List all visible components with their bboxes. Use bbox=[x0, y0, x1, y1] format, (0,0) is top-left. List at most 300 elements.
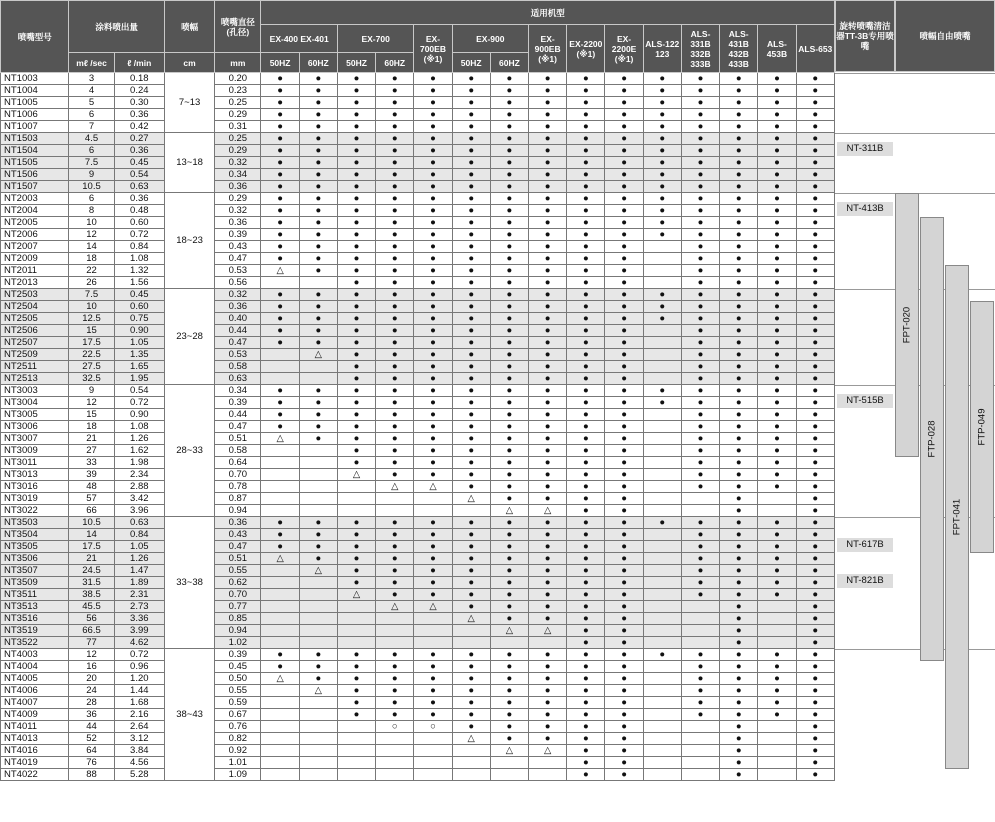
compat-mark: ● bbox=[452, 277, 490, 289]
compat-mark: ● bbox=[681, 445, 719, 457]
width-range: 28~33 bbox=[164, 385, 214, 517]
compat-mark: ● bbox=[414, 565, 452, 577]
compat-mark: ● bbox=[261, 121, 299, 133]
compat-mark: ● bbox=[758, 121, 796, 133]
cell: 4.56 bbox=[114, 757, 164, 769]
compat-mark: ● bbox=[720, 601, 758, 613]
compat-mark: ● bbox=[414, 109, 452, 121]
compat-mark: △ bbox=[414, 601, 452, 613]
cell: 0.31 bbox=[215, 121, 261, 133]
compat-mark: ● bbox=[720, 745, 758, 757]
compat-mark bbox=[758, 613, 796, 625]
width-range: 33~38 bbox=[164, 517, 214, 649]
compat-mark bbox=[299, 493, 337, 505]
compat-mark bbox=[414, 757, 452, 769]
compat-mark: ● bbox=[529, 289, 567, 301]
cell: 17.5 bbox=[69, 541, 114, 553]
rotary-nozzle-label: NT-515B bbox=[837, 394, 893, 408]
compat-mark: ● bbox=[567, 313, 605, 325]
model-sub-0-1: 60HZ bbox=[299, 53, 337, 73]
table-row bbox=[1, 613, 835, 625]
compat-mark bbox=[643, 481, 681, 493]
compat-mark bbox=[643, 613, 681, 625]
table-row bbox=[1, 241, 835, 253]
cell: 0.34 bbox=[215, 169, 261, 181]
compat-mark bbox=[643, 673, 681, 685]
cell: 16 bbox=[69, 661, 114, 673]
cell: 3.96 bbox=[114, 505, 164, 517]
compat-mark: ● bbox=[376, 469, 414, 481]
compat-mark: ● bbox=[261, 193, 299, 205]
compat-mark: ● bbox=[529, 133, 567, 145]
compat-mark: ● bbox=[796, 589, 834, 601]
compat-mark bbox=[337, 493, 375, 505]
compat-mark: ● bbox=[376, 649, 414, 661]
cell: 0.54 bbox=[114, 169, 164, 181]
compat-mark: ● bbox=[452, 409, 490, 421]
compat-mark: ○ bbox=[376, 721, 414, 733]
compat-mark: ● bbox=[567, 565, 605, 577]
compat-mark: ● bbox=[452, 301, 490, 313]
compat-mark: △ bbox=[529, 505, 567, 517]
table-row bbox=[1, 361, 835, 373]
compat-mark: ● bbox=[567, 697, 605, 709]
compat-mark: ● bbox=[643, 517, 681, 529]
model-group-5: EX-2200 (※1) bbox=[567, 25, 605, 73]
cell: 0.24 bbox=[114, 85, 164, 97]
compat-mark: ● bbox=[414, 397, 452, 409]
cell: 0.39 bbox=[215, 649, 261, 661]
compat-mark: ● bbox=[758, 73, 796, 85]
compat-mark: ● bbox=[414, 673, 452, 685]
compat-mark: ● bbox=[337, 433, 375, 445]
cell: 0.44 bbox=[215, 325, 261, 337]
cell: 10.5 bbox=[69, 517, 114, 529]
model-group-8: ALS-331B 332B 333B bbox=[681, 25, 719, 73]
compat-mark: ● bbox=[758, 337, 796, 349]
compat-mark: ● bbox=[681, 481, 719, 493]
cell: 0.87 bbox=[215, 493, 261, 505]
compat-mark bbox=[337, 601, 375, 613]
cell: NT3503 bbox=[1, 517, 69, 529]
compat-mark: ● bbox=[452, 649, 490, 661]
group-divider bbox=[835, 73, 995, 74]
compat-mark: △ bbox=[261, 673, 299, 685]
cell: 3.42 bbox=[114, 493, 164, 505]
compat-mark: △ bbox=[529, 745, 567, 757]
compat-mark bbox=[299, 457, 337, 469]
compat-mark: ● bbox=[337, 265, 375, 277]
compat-mark: ● bbox=[720, 421, 758, 433]
table-row bbox=[1, 421, 835, 433]
compat-mark: ● bbox=[796, 649, 834, 661]
cell: 0.36 bbox=[114, 193, 164, 205]
compat-mark bbox=[643, 505, 681, 517]
cell: 0.45 bbox=[114, 289, 164, 301]
compat-mark: ● bbox=[452, 685, 490, 697]
compat-mark: ● bbox=[414, 517, 452, 529]
compat-mark: ● bbox=[720, 337, 758, 349]
compat-mark: ● bbox=[720, 397, 758, 409]
compat-mark: ● bbox=[490, 349, 528, 361]
cell: 1.01 bbox=[215, 757, 261, 769]
compat-mark bbox=[758, 721, 796, 733]
compat-mark: ● bbox=[758, 301, 796, 313]
compat-mark: ● bbox=[452, 469, 490, 481]
compat-mark: ● bbox=[376, 445, 414, 457]
cell: NT1507 bbox=[1, 181, 69, 193]
cell: NT4019 bbox=[1, 757, 69, 769]
compat-mark bbox=[261, 445, 299, 457]
compat-mark: ● bbox=[452, 289, 490, 301]
compat-mark: ● bbox=[567, 673, 605, 685]
cell: 6 bbox=[69, 145, 114, 157]
compat-mark bbox=[376, 625, 414, 637]
compat-mark: ● bbox=[605, 193, 643, 205]
compat-mark: ● bbox=[758, 313, 796, 325]
compat-mark: ● bbox=[681, 709, 719, 721]
compat-mark: ● bbox=[529, 373, 567, 385]
compat-mark: ● bbox=[605, 685, 643, 697]
compat-mark bbox=[261, 721, 299, 733]
compat-mark: ● bbox=[490, 397, 528, 409]
compat-mark bbox=[414, 769, 452, 781]
compat-mark: ● bbox=[414, 289, 452, 301]
compat-mark: ● bbox=[490, 253, 528, 265]
compat-mark: ● bbox=[796, 421, 834, 433]
compat-mark: ● bbox=[796, 481, 834, 493]
cell: 10 bbox=[69, 217, 114, 229]
compat-mark: ● bbox=[758, 217, 796, 229]
compat-mark: ● bbox=[796, 637, 834, 649]
compat-mark: ● bbox=[376, 385, 414, 397]
compat-mark: ● bbox=[605, 229, 643, 241]
cell: 33 bbox=[69, 457, 114, 469]
compat-mark: ● bbox=[720, 565, 758, 577]
compat-mark: ● bbox=[529, 409, 567, 421]
compat-mark: ● bbox=[490, 577, 528, 589]
compat-mark: △ bbox=[490, 745, 528, 757]
compat-mark bbox=[643, 625, 681, 637]
compat-mark: ● bbox=[490, 709, 528, 721]
compat-mark: ● bbox=[299, 661, 337, 673]
compat-mark bbox=[261, 505, 299, 517]
cell: NT3009 bbox=[1, 445, 69, 457]
compat-mark: ● bbox=[261, 109, 299, 121]
compat-mark: ● bbox=[529, 673, 567, 685]
compat-mark bbox=[643, 721, 681, 733]
cell: 1.98 bbox=[114, 457, 164, 469]
compat-mark: ● bbox=[720, 205, 758, 217]
compat-mark bbox=[681, 625, 719, 637]
compat-mark: ● bbox=[720, 649, 758, 661]
cell: 52 bbox=[69, 733, 114, 745]
compat-mark: ● bbox=[796, 673, 834, 685]
compat-mark bbox=[414, 505, 452, 517]
compat-mark: ● bbox=[605, 469, 643, 481]
compat-mark bbox=[643, 565, 681, 577]
compat-mark: ● bbox=[681, 361, 719, 373]
table-row bbox=[1, 85, 835, 97]
compat-mark bbox=[337, 613, 375, 625]
compat-mark: ● bbox=[337, 409, 375, 421]
compat-mark: ● bbox=[452, 145, 490, 157]
compat-mark bbox=[261, 637, 299, 649]
compat-mark bbox=[337, 769, 375, 781]
compat-mark: ● bbox=[490, 373, 528, 385]
compat-mark: ● bbox=[720, 121, 758, 133]
cell: NT3504 bbox=[1, 529, 69, 541]
compat-mark: ● bbox=[643, 169, 681, 181]
compat-mark: ● bbox=[681, 373, 719, 385]
compat-mark: ● bbox=[490, 217, 528, 229]
compat-mark: ● bbox=[261, 145, 299, 157]
cell: 14 bbox=[69, 241, 114, 253]
compat-mark: ● bbox=[796, 265, 834, 277]
compat-mark: ● bbox=[299, 541, 337, 553]
cell: 0.58 bbox=[215, 361, 261, 373]
cell: 0.58 bbox=[215, 445, 261, 457]
compat-mark: ● bbox=[796, 85, 834, 97]
compat-mark: ● bbox=[605, 385, 643, 397]
compat-mark bbox=[643, 541, 681, 553]
cell: NT3006 bbox=[1, 421, 69, 433]
cell: 66.5 bbox=[69, 625, 114, 637]
compat-mark: ● bbox=[376, 97, 414, 109]
col-rotary-nozzle: 旋转喷嘴清洁器TT-3B专用喷嘴 bbox=[835, 0, 895, 72]
compat-mark: ● bbox=[681, 217, 719, 229]
cell: NT3509 bbox=[1, 577, 69, 589]
compat-mark: ● bbox=[529, 73, 567, 85]
compat-mark: ● bbox=[720, 613, 758, 625]
compat-mark: ● bbox=[490, 697, 528, 709]
compat-mark bbox=[261, 769, 299, 781]
compat-mark: ● bbox=[681, 313, 719, 325]
cell: 0.36 bbox=[114, 109, 164, 121]
compat-mark: ● bbox=[299, 385, 337, 397]
table-row bbox=[1, 337, 835, 349]
model-group-4: EX-900EB (※1) bbox=[529, 25, 567, 73]
compat-mark bbox=[337, 637, 375, 649]
compat-mark bbox=[758, 637, 796, 649]
cell: 31.5 bbox=[69, 577, 114, 589]
compat-mark: ● bbox=[720, 697, 758, 709]
compat-mark: ● bbox=[414, 277, 452, 289]
cell: 57 bbox=[69, 493, 114, 505]
compat-mark bbox=[299, 613, 337, 625]
table-row bbox=[1, 565, 835, 577]
compat-mark: ● bbox=[452, 433, 490, 445]
compat-mark: ● bbox=[796, 229, 834, 241]
compat-mark bbox=[758, 493, 796, 505]
compat-mark: ● bbox=[758, 253, 796, 265]
compat-mark: ● bbox=[758, 553, 796, 565]
cell: NT2507 bbox=[1, 337, 69, 349]
side-header bbox=[835, 0, 995, 72]
compat-mark: ● bbox=[643, 85, 681, 97]
cell: 1.44 bbox=[114, 685, 164, 697]
compat-mark bbox=[299, 733, 337, 745]
compat-mark: ● bbox=[376, 565, 414, 577]
compat-mark: ● bbox=[758, 385, 796, 397]
compat-mark: ● bbox=[299, 289, 337, 301]
compat-mark: ● bbox=[681, 565, 719, 577]
compat-mark: ● bbox=[643, 109, 681, 121]
compat-mark: ● bbox=[681, 265, 719, 277]
compat-mark: ● bbox=[414, 301, 452, 313]
cell: 0.29 bbox=[215, 109, 261, 121]
free-nozzle-bar bbox=[895, 193, 919, 457]
cell: 12 bbox=[69, 229, 114, 241]
compat-mark bbox=[452, 505, 490, 517]
compat-mark: ● bbox=[796, 313, 834, 325]
compat-mark: ● bbox=[605, 721, 643, 733]
compat-mark: ● bbox=[414, 661, 452, 673]
cell: 8 bbox=[69, 205, 114, 217]
compat-mark bbox=[299, 757, 337, 769]
compat-mark: ● bbox=[567, 337, 605, 349]
compat-mark bbox=[299, 505, 337, 517]
cell: 38.5 bbox=[69, 589, 114, 601]
compat-mark: ● bbox=[490, 517, 528, 529]
compat-mark: ● bbox=[796, 217, 834, 229]
compat-mark bbox=[337, 721, 375, 733]
compat-mark: ● bbox=[337, 517, 375, 529]
compat-mark: ● bbox=[299, 337, 337, 349]
compat-mark: ● bbox=[299, 265, 337, 277]
compat-mark: ● bbox=[376, 421, 414, 433]
compat-mark: ● bbox=[490, 661, 528, 673]
compat-mark: ● bbox=[758, 517, 796, 529]
compat-mark: ● bbox=[490, 241, 528, 253]
compat-mark: ● bbox=[261, 301, 299, 313]
compat-mark: ● bbox=[567, 397, 605, 409]
compat-mark: ● bbox=[490, 229, 528, 241]
compat-mark: ● bbox=[605, 337, 643, 349]
compat-mark: ● bbox=[261, 289, 299, 301]
cell: 28 bbox=[69, 697, 114, 709]
cell: 2.31 bbox=[114, 589, 164, 601]
cell: NT3013 bbox=[1, 469, 69, 481]
compat-mark: ● bbox=[337, 325, 375, 337]
compat-mark: ● bbox=[567, 553, 605, 565]
cell: NT3016 bbox=[1, 481, 69, 493]
cell: 0.47 bbox=[215, 253, 261, 265]
compat-mark bbox=[681, 745, 719, 757]
cell: 0.90 bbox=[114, 409, 164, 421]
cell: 0.75 bbox=[114, 313, 164, 325]
compat-mark bbox=[299, 469, 337, 481]
compat-mark: ● bbox=[605, 745, 643, 757]
compat-mark: △ bbox=[490, 625, 528, 637]
cell: NT4009 bbox=[1, 709, 69, 721]
cell: 1.08 bbox=[114, 421, 164, 433]
compat-mark: ● bbox=[490, 529, 528, 541]
compat-mark: ● bbox=[681, 97, 719, 109]
compat-mark: ● bbox=[452, 133, 490, 145]
free-nozzle-bar bbox=[945, 265, 969, 769]
compat-mark: ● bbox=[720, 661, 758, 673]
compat-mark: ● bbox=[261, 529, 299, 541]
compat-mark bbox=[414, 613, 452, 625]
compat-mark: ● bbox=[605, 373, 643, 385]
cell: NT2503 bbox=[1, 289, 69, 301]
cell: 0.53 bbox=[215, 265, 261, 277]
cell: 5 bbox=[69, 97, 114, 109]
compat-mark: ● bbox=[605, 109, 643, 121]
compat-mark: ● bbox=[720, 769, 758, 781]
cell: NT2506 bbox=[1, 325, 69, 337]
compat-mark: ● bbox=[452, 697, 490, 709]
cell: NT1504 bbox=[1, 145, 69, 157]
compat-mark: ● bbox=[758, 241, 796, 253]
compat-mark: ● bbox=[681, 205, 719, 217]
compat-mark: ● bbox=[414, 193, 452, 205]
compat-mark: ● bbox=[376, 193, 414, 205]
compat-mark: ● bbox=[452, 553, 490, 565]
cell: 0.70 bbox=[215, 589, 261, 601]
compat-mark: ● bbox=[758, 157, 796, 169]
compat-mark: △ bbox=[299, 349, 337, 361]
cell: 18 bbox=[69, 253, 114, 265]
compat-mark: ● bbox=[720, 361, 758, 373]
compat-mark: ● bbox=[490, 445, 528, 457]
compat-mark: ● bbox=[337, 577, 375, 589]
compat-mark: ● bbox=[796, 661, 834, 673]
compat-mark: ● bbox=[758, 373, 796, 385]
cell: 0.32 bbox=[215, 205, 261, 217]
cell: 27 bbox=[69, 445, 114, 457]
compat-mark: ● bbox=[299, 409, 337, 421]
compat-mark: ● bbox=[796, 445, 834, 457]
compat-mark: ● bbox=[376, 661, 414, 673]
compat-mark: ● bbox=[299, 517, 337, 529]
cell: 0.55 bbox=[215, 685, 261, 697]
compat-mark: ● bbox=[529, 685, 567, 697]
cell: 0.32 bbox=[215, 157, 261, 169]
cell: NT2504 bbox=[1, 301, 69, 313]
compat-mark: ● bbox=[720, 241, 758, 253]
table-row bbox=[1, 757, 835, 769]
compat-mark: ● bbox=[681, 85, 719, 97]
compat-mark: ● bbox=[796, 529, 834, 541]
compat-mark bbox=[643, 277, 681, 289]
compat-mark: ● bbox=[452, 529, 490, 541]
compat-mark: ● bbox=[490, 673, 528, 685]
compat-mark: ● bbox=[337, 457, 375, 469]
compat-mark: ● bbox=[529, 445, 567, 457]
compat-mark bbox=[452, 757, 490, 769]
compat-mark: ● bbox=[337, 253, 375, 265]
compat-mark: ● bbox=[681, 697, 719, 709]
compat-mark: ● bbox=[720, 73, 758, 85]
table-row bbox=[1, 145, 835, 157]
cell: 21 bbox=[69, 553, 114, 565]
compat-mark: ● bbox=[605, 481, 643, 493]
compat-mark: ● bbox=[490, 613, 528, 625]
compat-mark bbox=[376, 733, 414, 745]
compat-mark bbox=[643, 469, 681, 481]
cell: 7.5 bbox=[69, 157, 114, 169]
compat-mark: ● bbox=[452, 157, 490, 169]
table-row bbox=[1, 445, 835, 457]
compat-mark: ● bbox=[490, 181, 528, 193]
compat-mark: ● bbox=[796, 745, 834, 757]
compat-mark: △ bbox=[376, 601, 414, 613]
compat-mark: △ bbox=[452, 613, 490, 625]
compat-mark: ● bbox=[681, 289, 719, 301]
cell: 0.63 bbox=[114, 181, 164, 193]
